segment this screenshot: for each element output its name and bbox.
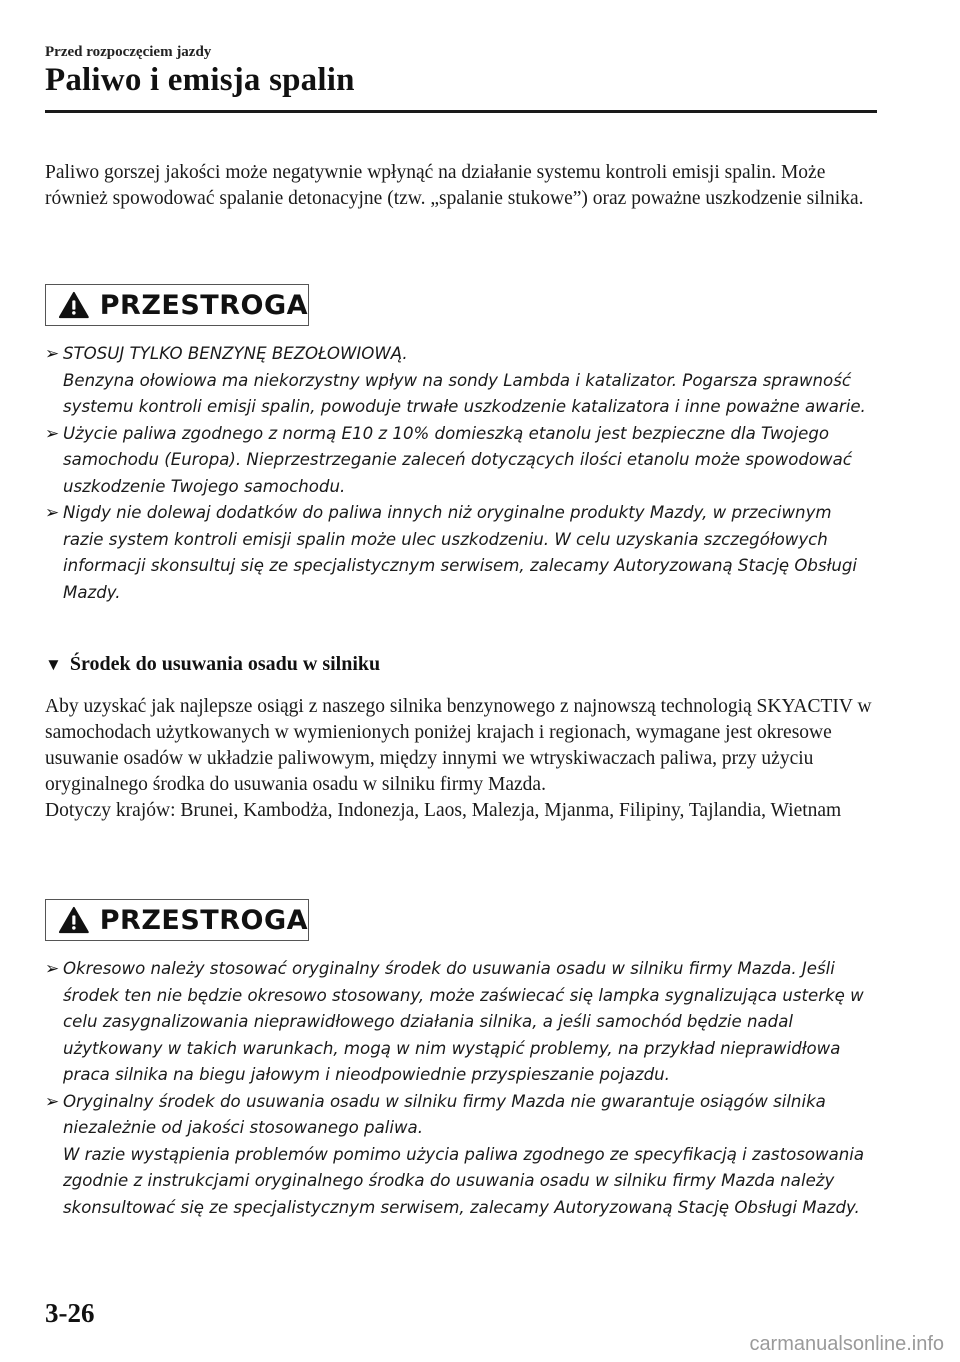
caution-label: PRZESTROGA: [99, 904, 308, 936]
list-item: [45, 1089, 875, 1222]
caution-text: Użycie paliwa zgodnego z normą E10 z 10% domieszką etanolu jest bezpieczne dla Twojego samochodu (Europa). Nieprzestrzeganie zaleceń dotyczących ilości etanolu może spowodować uszkodzenie Twojego samochodu.: [63, 423, 852, 496]
section-body: [45, 694, 875, 824]
page-title: Paliwo i emisja spalin: [45, 62, 355, 98]
caution-text: Okresowo należy stosować oryginalny środek do usuwania osadu w silniku firmy Mazda. Jeśli środek ten nie będzie okresowo stosowany, może zaświecać się lampka sygnalizująca usterkę w celu zasygnalizowania nieprawidłowego działania silnika, a jeśli samochód będzie nadal użytkowany w takich warunkach, mogą w nim wystąpić problemy, na przykład nieprawidłowa praca silnika na biegu jałowym i nieodpowiednie przyspieszanie pojazdu.: [63, 959, 864, 1084]
arrow-bullet-icon: ➢: [45, 423, 60, 444]
caution-banner: [45, 899, 309, 941]
warning-triangle-icon: [58, 290, 90, 320]
list-item: [45, 421, 875, 501]
list-item: [45, 956, 875, 1089]
watermark: carmanualsonline.info: [749, 1333, 944, 1355]
warning-triangle-icon: [58, 905, 90, 935]
breadcrumb: Przed rozpoczęciem jazdy: [45, 44, 212, 60]
arrow-bullet-icon: ➢: [45, 344, 60, 364]
caution-text: STOSUJ TYLKO BENZYNĘ BEZOŁOWIOWĄ. Benzyna ołowiowa ma niekorzystny wpływ na sondy Lambda i katalizator. Pogarsza sprawność systemu kontroli emisji spalin, powoduje trwałe uszkodzenie katalizatora i inne poważne awarie.: [63, 344, 866, 416]
section-heading: [45, 653, 380, 676]
countries-paragraph: Dotyczy krajów: Brunei, Kambodża, Indonezja, Laos, Malezja, Mjanma, Filipiny, Tajlandia, Wietnam: [45, 800, 842, 821]
intro-paragraph: Paliwo gorszej jakości może negatywnie wpłynąć na działanie systemu kontroli emisji spalin. Może również spowodować spalanie detonacyjne (tzw. „spalanie stukowe”) oraz poważne uszkodzenie silnika.: [45, 162, 864, 209]
caution-text: Nigdy nie dolewaj dodatków do paliwa innych niż oryginalne produkty Mazdy, w przeciwnym razie system kontroli emisji spalin może ulec uszkodzeniu. W celu uzyskania szczegółowych informacji skonsultuj się ze specjalistycznym serwisem, zalecamy Autoryzowaną Stację Obsługi Mazdy.: [63, 503, 858, 602]
arrow-bullet-icon: ➢: [45, 959, 60, 979]
section-heading-text: Środek do usuwania osadu w silniku: [69, 653, 381, 675]
list-item: [45, 341, 875, 421]
title-divider: [45, 110, 877, 113]
arrow-bullet-icon: ➢: [45, 1091, 60, 1112]
caution-label: PRZESTROGA: [99, 289, 308, 321]
section-paragraph: Aby uzyskać jak najlepsze osiągi z naszego silnika benzynowego z najnowszą technologią SKYACTIV w samochodach użytkowanych w wymienionych poniżej krajach i regionach, wymagane jest okresowe usuwanie osadów w układzie paliwowym, między innymi we wtryskiwaczach paliwa, przy użyciu oryginalnego środka do usuwania osadu w silniku firmy Mazda.: [45, 696, 872, 795]
triangle-down-icon: ▼: [45, 654, 62, 674]
caution-list: [45, 341, 875, 606]
page-number: 3-26: [45, 1298, 95, 1328]
caution-text: Oryginalny środek do usuwania osadu w silniku firmy Mazda nie gwarantuje osiągów silnika niezależnie od jakości stosowanego paliwa. W razie wystąpienia problemów pomimo użycia paliwa zgodnego ze specyfikacją i zastosowania zgodnie z instrukcjami oryginalnego środka do usuwania osadu w silniku firmy Mazda należy skonsultować się ze specjalistycznym serwisem, zalecamy Autoryzowaną Stację Obsługi Mazdy.: [63, 1091, 865, 1217]
list-item: [45, 500, 875, 606]
caution-list: [45, 956, 875, 1221]
caution-banner: [45, 284, 309, 326]
arrow-bullet-icon: ➢: [45, 503, 60, 523]
